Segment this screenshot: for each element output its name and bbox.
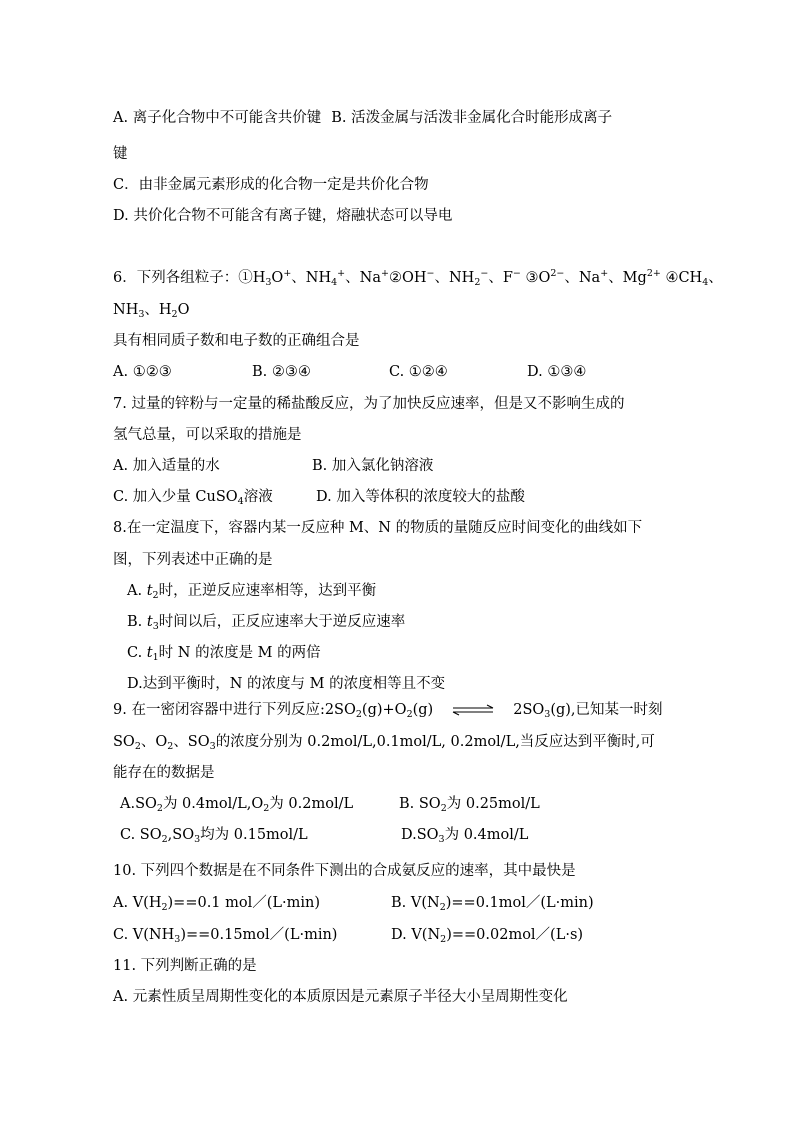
q10-option-b xyxy=(391,893,594,913)
q10-text: )==0.02mol／(L·s) xyxy=(446,927,584,943)
q7-option-b: B. 加入氯化钠溶液 xyxy=(312,458,434,474)
q7-option-d: D. 加入等体积的浓度较大的盐酸 xyxy=(316,489,525,505)
subscript: 2 xyxy=(440,934,447,945)
q6-text: O xyxy=(271,270,284,286)
subscript: 3 xyxy=(544,709,551,720)
q10-option-a xyxy=(113,893,320,913)
q9-text: (g)+O xyxy=(361,702,407,718)
q6-text: ④CH xyxy=(660,270,703,286)
q9-text: 为 0.4mol/L,O xyxy=(162,796,264,812)
q8-stem-line2: 图，下列表述中正确的是 xyxy=(113,552,273,568)
q5-option-a: A. 离子化合物中不可能含共价键 xyxy=(113,110,322,126)
subscript: 2 xyxy=(439,902,446,913)
subscript: 3 xyxy=(138,309,145,320)
q9-stem-line2 xyxy=(113,732,655,752)
subscript: 2 xyxy=(156,803,163,814)
q7-text: C. 加入少量 CuSO xyxy=(113,489,238,505)
q8-option-b xyxy=(127,612,405,632)
superscript: 2+ xyxy=(646,268,661,279)
q9-text: (g),已知某一时刻 xyxy=(550,702,663,718)
q10-text: A. V(H xyxy=(113,895,162,911)
subscript: 2 xyxy=(406,709,413,720)
q6-option-c: C. ①②④ xyxy=(389,364,448,380)
q6-text: O xyxy=(177,302,190,318)
subscript: 2 xyxy=(355,709,362,720)
q8-option-a xyxy=(127,581,376,601)
q6-option-d: D. ①③④ xyxy=(527,364,587,380)
q6-text: 、H xyxy=(144,302,172,318)
superscript: + xyxy=(337,268,346,279)
q9-option-d xyxy=(401,825,528,845)
q9-text: 2SO xyxy=(513,702,545,718)
q9-text: ,SO xyxy=(167,827,195,843)
q8-text: B. xyxy=(127,614,147,630)
subscript: 2 xyxy=(474,277,481,288)
subscript: 3 xyxy=(194,834,201,845)
q9-text: 、O xyxy=(140,734,168,750)
q10-text: )==0.1 mol／(L·min) xyxy=(167,895,321,911)
q8-text: 时间以后，正反应速率大于逆反应速率 xyxy=(158,614,406,630)
q6-text: 、F xyxy=(488,270,513,286)
q6-text: 、Na xyxy=(564,270,601,286)
q5-option-c: C．由非金属元素形成的化合物一定是共价化合物 xyxy=(113,177,429,193)
subscript: 2 xyxy=(134,741,141,752)
q7-stem-line1: 7. 过量的锌粉与一定量的稀盐酸反应，为了加快反应速率，但是又不影响生成的 xyxy=(113,396,625,412)
subscript: 3 xyxy=(265,277,272,288)
q10-option-c xyxy=(113,925,337,945)
superscript: + xyxy=(600,268,609,279)
subscript: 3 xyxy=(209,741,216,752)
superscript: − xyxy=(480,268,489,279)
subscript: 2 xyxy=(152,590,159,601)
q8-stem-line1: 8.在一定温度下，容器内某一反应种 M、N 的物质的量随反应时间变化的曲线如下 xyxy=(113,520,643,536)
q9-text: D.SO xyxy=(401,827,439,843)
q6-text: NH xyxy=(113,302,139,318)
q9-text: 为 0.2mol/L xyxy=(269,796,354,812)
q9-text: 、SO xyxy=(173,734,210,750)
q8-text: 时，正逆反应速率相等，达到平衡 xyxy=(158,583,377,599)
q6-text: 、 xyxy=(708,270,723,286)
q6-text: 、NH xyxy=(291,270,332,286)
q9-text: B. SO xyxy=(399,796,441,812)
q8-var: t xyxy=(146,583,153,599)
subscript: 4 xyxy=(702,277,709,288)
superscript: 2− xyxy=(550,268,565,279)
q9-text: 为 0.4mol/L xyxy=(444,827,529,843)
q7-text: 溶液 xyxy=(243,489,273,505)
subscript: 1 xyxy=(152,652,159,663)
subscript: 2 xyxy=(161,902,168,913)
q5-option-b: B. 活泼金属与活泼非金属化合时能形成离子 xyxy=(331,110,613,126)
q9-option-a xyxy=(120,794,353,814)
subscript: 4 xyxy=(331,277,338,288)
q10-text: )==0.1mol／(L·min) xyxy=(445,895,594,911)
subscript: 4 xyxy=(237,496,244,507)
q10-option-d xyxy=(391,925,583,945)
q6-option-b: B. ②③④ xyxy=(252,364,311,380)
equilibrium-arrow-icon xyxy=(451,704,495,716)
q9-text: C. SO xyxy=(120,827,162,843)
superscript: + xyxy=(283,268,292,279)
superscript: + xyxy=(380,268,389,279)
superscript: − xyxy=(426,268,435,279)
subscript: 3 xyxy=(438,834,445,845)
q6-stem-line2 xyxy=(113,300,189,320)
q9-text: 的浓度分别为 0.2mol/L,0.1mol/L, 0.2mol/L,当反应达到平衡时,可 xyxy=(215,734,655,750)
q9-text: 均为 0.15mol/L xyxy=(200,827,308,843)
q6-text: 6．下列各组粒子：①H xyxy=(113,270,266,286)
subscript: 2 xyxy=(167,741,174,752)
q6-stem-line1 xyxy=(113,268,723,288)
q9-text: SO xyxy=(113,734,135,750)
q9-stem-line3: 能存在的数据是 xyxy=(113,765,215,781)
q8-text: A. xyxy=(127,583,147,599)
superscript: − xyxy=(512,268,521,279)
q7-option-a: A. 加入适量的水 xyxy=(113,458,220,474)
q6-stem-line3: 具有相同质子数和电子数的正确组合是 xyxy=(113,333,360,349)
subscript: 2 xyxy=(440,803,447,814)
q7-option-c xyxy=(113,487,273,507)
q6-text: 、Na xyxy=(345,270,381,286)
q9-option-c xyxy=(120,825,308,845)
q10-text: )==0.15mol／(L·min) xyxy=(180,927,338,943)
subscript: 3 xyxy=(152,621,159,632)
q8-var: t xyxy=(146,614,153,630)
q6-text: ③O xyxy=(520,270,551,286)
q6-text: ②OH xyxy=(388,270,427,286)
q9-option-b xyxy=(399,794,540,814)
q9-text: (g) xyxy=(412,702,434,718)
q11-option-a: A. 元素性质呈周期性变化的本质原因是元素原子半径大小呈周期性变化 xyxy=(113,989,568,1005)
q6-option-a: A. ①②③ xyxy=(113,364,172,380)
q8-option-d: D.达到平衡时，N 的浓度与 M 的浓度相等且不变 xyxy=(127,676,446,692)
q9-stem-line1 xyxy=(113,700,663,720)
subscript: 3 xyxy=(174,934,181,945)
q10-text: C. V(NH xyxy=(113,927,175,943)
q5-line-ab xyxy=(113,108,612,128)
q10-text: D. V(N xyxy=(391,927,441,943)
q8-text: C. xyxy=(127,645,147,661)
q9-text: 为 0.25mol/L xyxy=(446,796,540,812)
q8-text: 时 N 的浓度是 M 的两倍 xyxy=(158,645,321,661)
q8-option-c xyxy=(127,643,321,663)
q11-stem: 11. 下列判断正确的是 xyxy=(113,958,257,974)
subscript: 2 xyxy=(263,803,270,814)
subscript: 2 xyxy=(161,834,168,845)
q6-text: 、NH xyxy=(434,270,475,286)
q8-var: t xyxy=(146,645,153,661)
q10-stem: 10. 下列四个数据是在不同条件下测出的合成氨反应的速率，其中最快是 xyxy=(113,863,576,879)
q5-option-b-cont: 键 xyxy=(113,146,128,162)
subscript: 2 xyxy=(171,309,178,320)
q5-option-d: D. 共价化合物不可能含有离子键，熔融状态可以导电 xyxy=(113,208,453,224)
q9-text: 9. 在一密闭容器中进行下列反应:2SO xyxy=(113,702,356,718)
q10-text: B. V(N xyxy=(391,895,440,911)
q9-text: A.SO xyxy=(120,796,157,812)
q6-text: 、Mg xyxy=(608,270,647,286)
q7-stem-line2: 氢气总量，可以采取的措施是 xyxy=(113,427,302,443)
